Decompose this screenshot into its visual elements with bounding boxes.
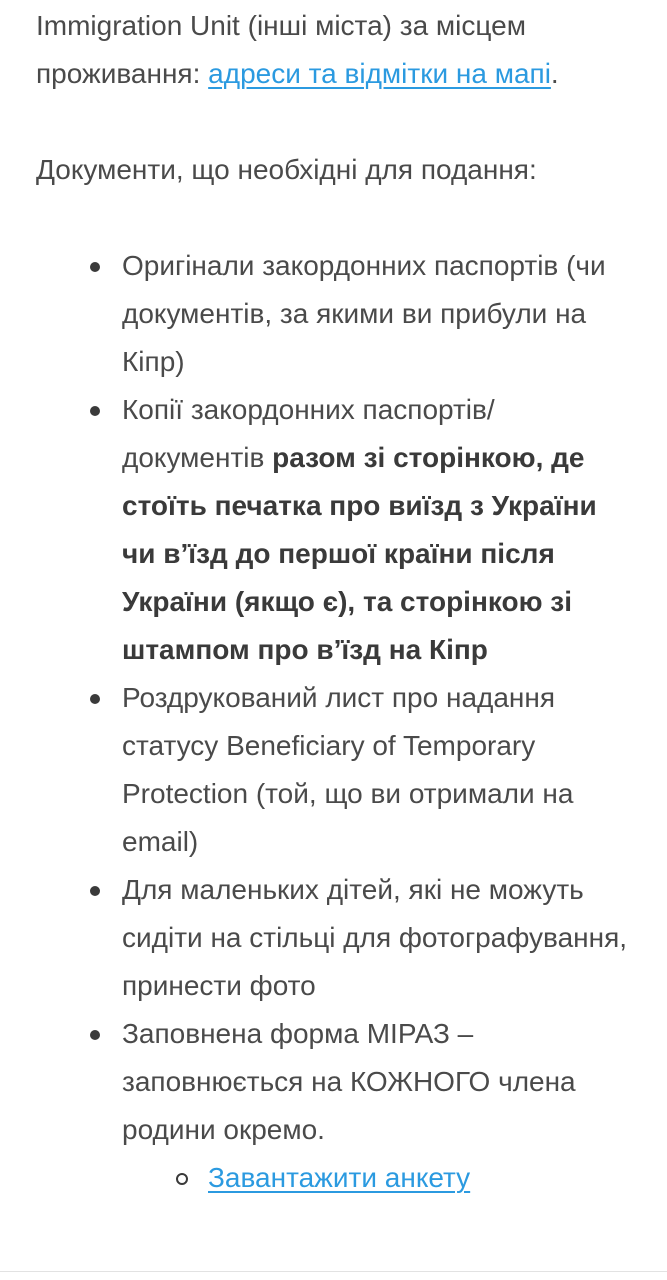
list-item-miraz-form [122, 1010, 636, 1202]
list-item-printed-letter [122, 674, 636, 866]
list-item-bold-text: разом зі сторінкою, де стоїть печатка про виїзд з України чи в’їзд до першої країни після України (якщо є), та сторінкою зі штампом про в’їзд на Кіпр [122, 442, 597, 665]
documents-heading: Документи, що необхідні для подання: [36, 154, 537, 185]
circle-bullet-icon [176, 1173, 188, 1185]
sub-list [122, 1154, 636, 1202]
list-item-text: Для маленьких дітей, які не можуть сидіти на стільці для фотографування, принести фото [122, 874, 628, 1001]
bullet-icon [90, 406, 100, 416]
documents-list [36, 242, 636, 1202]
list-item-text: Копії закордонних паспортів/документів [122, 394, 495, 473]
list-item-text: Роздрукований лист про надання статусу Beneficiary of Temporary Protection (той, що ви отримали на email) [122, 682, 574, 857]
intro-period: . [550, 58, 559, 89]
list-item-text: Заповнена форма МІРАЗ – заповнюється на КОЖНОГО члена родини окремо. [122, 1018, 576, 1145]
list-item-passport-copies [122, 386, 636, 674]
intro-text: Immigration Unit (інші міста) за місцем проживання: [36, 10, 526, 89]
divider [0, 1271, 667, 1272]
bullet-icon [90, 694, 100, 704]
download-form-link[interactable]: Завантажити анкету [208, 1162, 471, 1193]
list-item-original-passports [122, 242, 636, 386]
list-item-text: Оригінали закордонних паспортів (чи документів, за якими ви прибули на Кіпр) [122, 250, 606, 377]
bullet-icon [90, 886, 100, 896]
bullet-icon [90, 1030, 100, 1040]
list-item-children-photo [122, 866, 636, 1010]
article-content [36, 2, 636, 1202]
bullet-icon [90, 262, 100, 272]
addresses-map-link[interactable]: адреси та відмітки на мапі [208, 58, 551, 89]
sub-list-item-download [208, 1154, 636, 1202]
immigration-unit-paragraph [36, 2, 636, 98]
